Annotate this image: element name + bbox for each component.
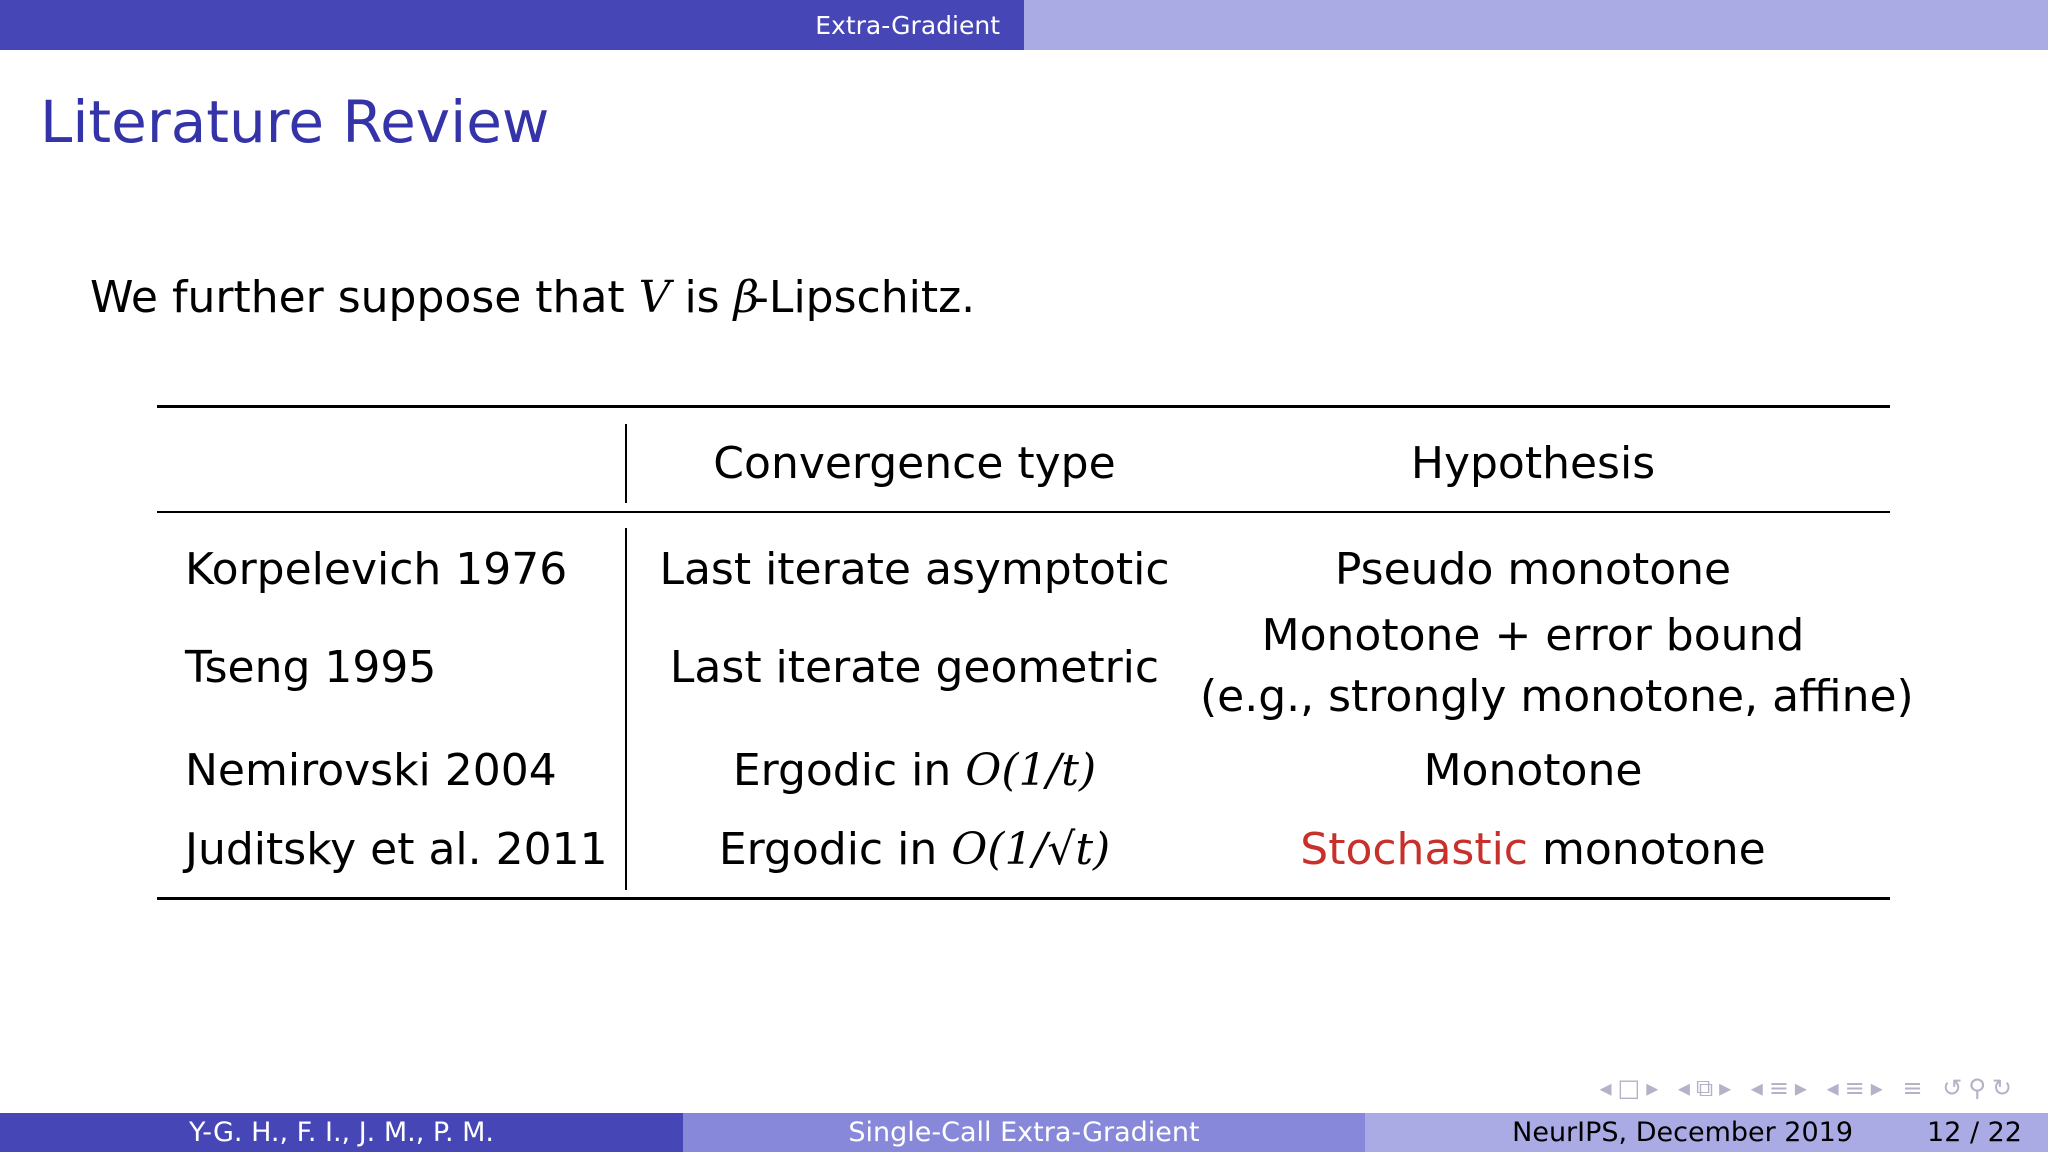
section-title[interactable]: Extra-Gradient	[0, 0, 1024, 50]
row-hypothesis: Pseudo monotone	[1334, 544, 1732, 595]
footer-venue: NeurIPS, December 2019 12 / 22	[1365, 1113, 2048, 1152]
slide-title: Literature Review	[40, 88, 550, 156]
nav-frame-icon: ◂□▸	[1599, 1074, 1665, 1102]
navigation-symbols[interactable]	[1599, 1074, 2018, 1102]
footer-authors: Y-G. H., F. I., J. M., P. M.	[0, 1113, 683, 1152]
row-ref: Nemirovski 2004	[185, 745, 557, 796]
nav-doc-icon: ◂≡▸	[1826, 1074, 1889, 1102]
table-bottom-rule	[157, 897, 1890, 900]
nav-align-icon: ≡	[1902, 1074, 1929, 1102]
footer-talk-title: Single-Call Extra-Gradient	[683, 1113, 1365, 1152]
table-header-rule	[157, 511, 1890, 513]
row-convergence: Ergodic in O(1/t)	[732, 745, 1097, 796]
row-ref: Tseng 1995	[185, 642, 437, 693]
nav-section-icon: ◂≡▸	[1750, 1074, 1813, 1102]
row-ref: Korpelevich 1976	[185, 544, 568, 595]
header-bar	[0, 0, 2048, 50]
row-hypothesis-line2: (e.g., strongly monotone, affine)	[1200, 671, 1914, 722]
row-hypothesis: Stochastic monotone	[1300, 824, 1766, 875]
stochastic-highlight: Stochastic	[1300, 824, 1528, 875]
page-number: 12 / 22	[1927, 1117, 2022, 1148]
row-convergence: Ergodic in O(1/√t)	[718, 824, 1111, 875]
row-hypothesis-line1: Monotone + error bound	[1261, 610, 1805, 661]
nav-search-icon: ↺⚲↻	[1942, 1074, 2018, 1102]
table-top-rule	[157, 405, 1890, 408]
row-ref: Juditsky et al. 2011	[185, 824, 608, 875]
col-header-convergence: Convergence type	[713, 438, 1116, 489]
row-hypothesis: Monotone	[1423, 745, 1643, 796]
footer-bar	[0, 1113, 2048, 1152]
nav-subsection-icon: ◂⧉▸	[1677, 1074, 1738, 1102]
col-header-hypothesis: Hypothesis	[1410, 438, 1656, 489]
row-convergence: Last iterate geometric	[669, 642, 1160, 693]
intro-sentence: We further suppose that V is β-Lipschitz.	[90, 272, 976, 323]
row-convergence: Last iterate asymptotic	[659, 544, 1170, 595]
